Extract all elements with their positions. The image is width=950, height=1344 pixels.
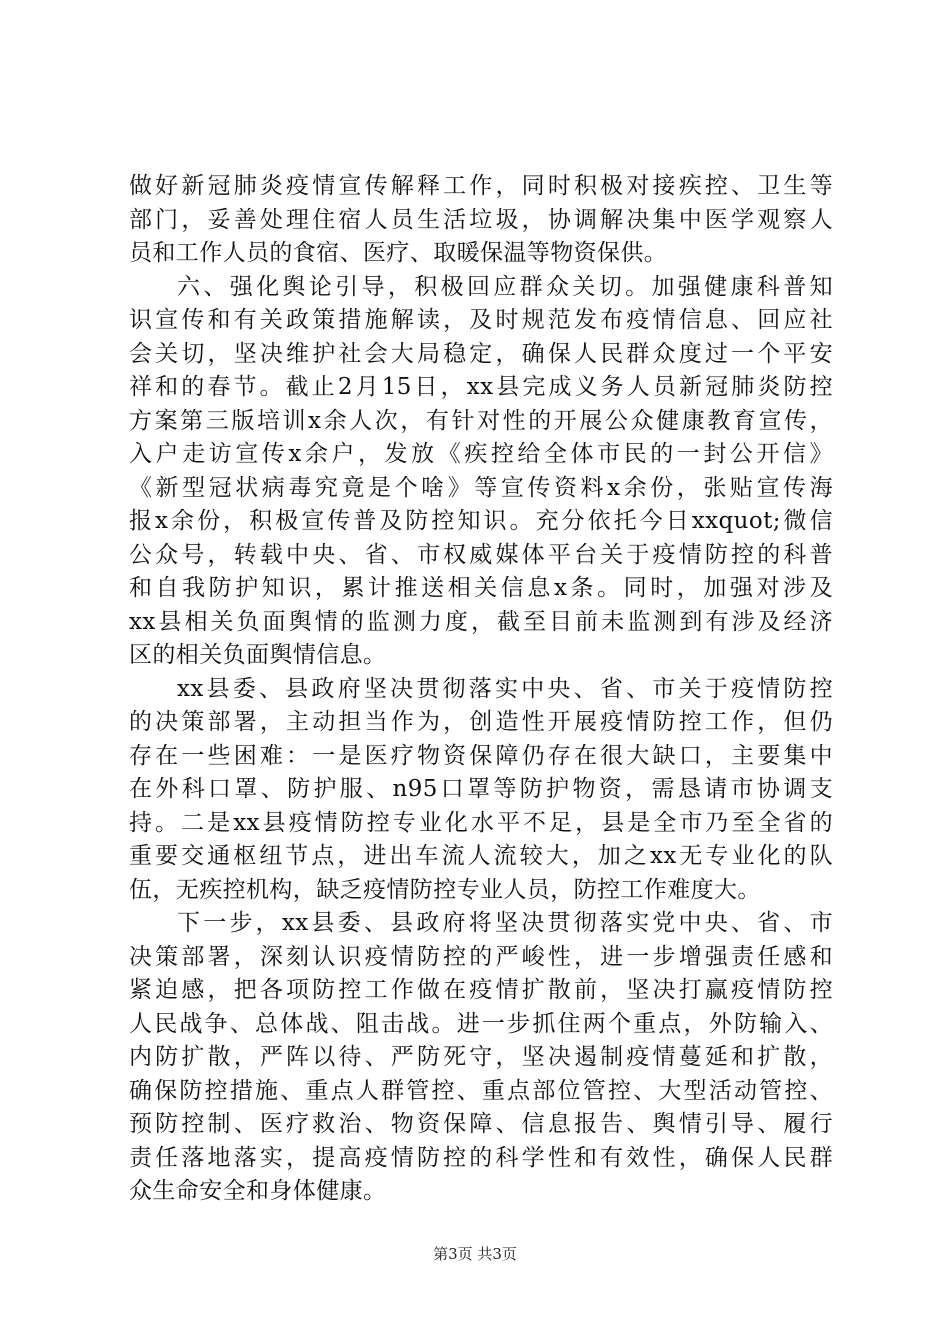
text-line: xx县相关负面舆情的监测力度，截至目前未监测到有涉及经济 [129, 608, 833, 635]
document-body [129, 170, 833, 1209]
text-line: 识宣传和有关政策措施解读，及时规范发布疫情信息、回应社 [129, 307, 833, 333]
text-line: 在外科口罩、防护服、n95口罩等防护物资，需恳请市协调支 [129, 776, 833, 802]
text-line: 入户走访宣传x余户，发放《疾控给全体市民的一封公开信》 [129, 441, 833, 467]
text-line: 方案第三版培训x余人次，有针对性的开展公众健康教育宣传， [129, 407, 833, 434]
text-line: 确保防控措施、重点人群管控、重点部位管控、大型活动管控、 [129, 1077, 833, 1104]
paragraph-p1 [129, 170, 833, 271]
text-line: 会关切，坚决维护社会大局稳定，确保人民群众度过一个平安 [129, 340, 833, 367]
text-line: 部门，妥善处理住宿人员生活垃圾，协调解决集中医学观察人 [129, 206, 833, 233]
text-line: 内防扩散，严阵以待、严防死守，坚决遏制疫情蔓延和扩散， [129, 1044, 833, 1070]
text-line: 做好新冠肺炎疫情宣传解释工作，同时积极对接疾控、卫生等 [129, 173, 833, 199]
text-line: 的决策部署，主动担当作为，创造性开展疫情防控工作，但仍 [129, 709, 833, 735]
text-line: 众生命安全和身体健康。 [129, 1178, 387, 1204]
text-line: 报x余份，积极宣传普及防控知识。充分依托今日xxquot;微信 [129, 508, 833, 534]
text-line: 人民战争、总体战、阻击战。进一步抓住两个重点，外防输入、 [129, 1010, 833, 1037]
text-line: xx县委、县政府坚决贯彻落实中央、省、市关于疫情防控 [177, 675, 833, 702]
text-line: 和自我防护知识，累计推送相关信息x条。同时，加强对涉及 [129, 575, 833, 601]
text-line: 六、强化舆论引导，积极回应群众关切。加强健康科普知 [177, 273, 833, 300]
text-line: 决策部署，深刻认识疫情防控的严峻性，进一步增强责任感和 [129, 943, 833, 970]
text-line: 存在一些困难：一是医疗物资保障仍存在很大缺口，主要集中 [129, 742, 833, 769]
text-line: 重要交通枢纽节点，进出车流人流较大，加之xx无专业化的队 [129, 843, 833, 869]
text-line: 责任落地落实，提高疫情防控的科学性和有效性，确保人民群 [129, 1144, 833, 1171]
text-line: 预防控制、医疗救治、物资保障、信息报告、舆情引导、履行 [129, 1111, 833, 1137]
text-line: 员和工作人员的食宿、医疗、取暖保温等物资保供。 [129, 240, 668, 266]
text-line: 下一步，xx县委、县政府将坚决贯彻落实党中央、省、市 [177, 910, 833, 936]
page-footer: 第3页 共3页 [433, 1245, 517, 1263]
text-line: 公众号，转载中央、省、市权威媒体平台关于疫情防控的科普 [129, 541, 833, 568]
text-line: 紧迫感，把各项防控工作做在疫情扩散前，坚决打赢疫情防控 [129, 977, 833, 1003]
paragraph-p4 [129, 907, 833, 1209]
text-line: 持。二是xx县疫情防控专业化水平不足，县是全市乃至全省的 [129, 809, 833, 836]
text-line: 区的相关负面舆情信息。 [129, 642, 387, 668]
paragraph-p2 [129, 271, 833, 673]
text-line: 《新型冠状病毒究竟是个啥》等宣传资料x余份，张贴宣传海 [129, 474, 833, 501]
text-line: 祥和的春节。截止2月15日，xx县完成义务人员新冠肺炎防控 [129, 374, 833, 400]
text-line: 伍，无疾控机构，缺乏疫情防控专业人员，防控工作难度大。 [129, 876, 761, 903]
paragraph-p3 [129, 673, 833, 908]
